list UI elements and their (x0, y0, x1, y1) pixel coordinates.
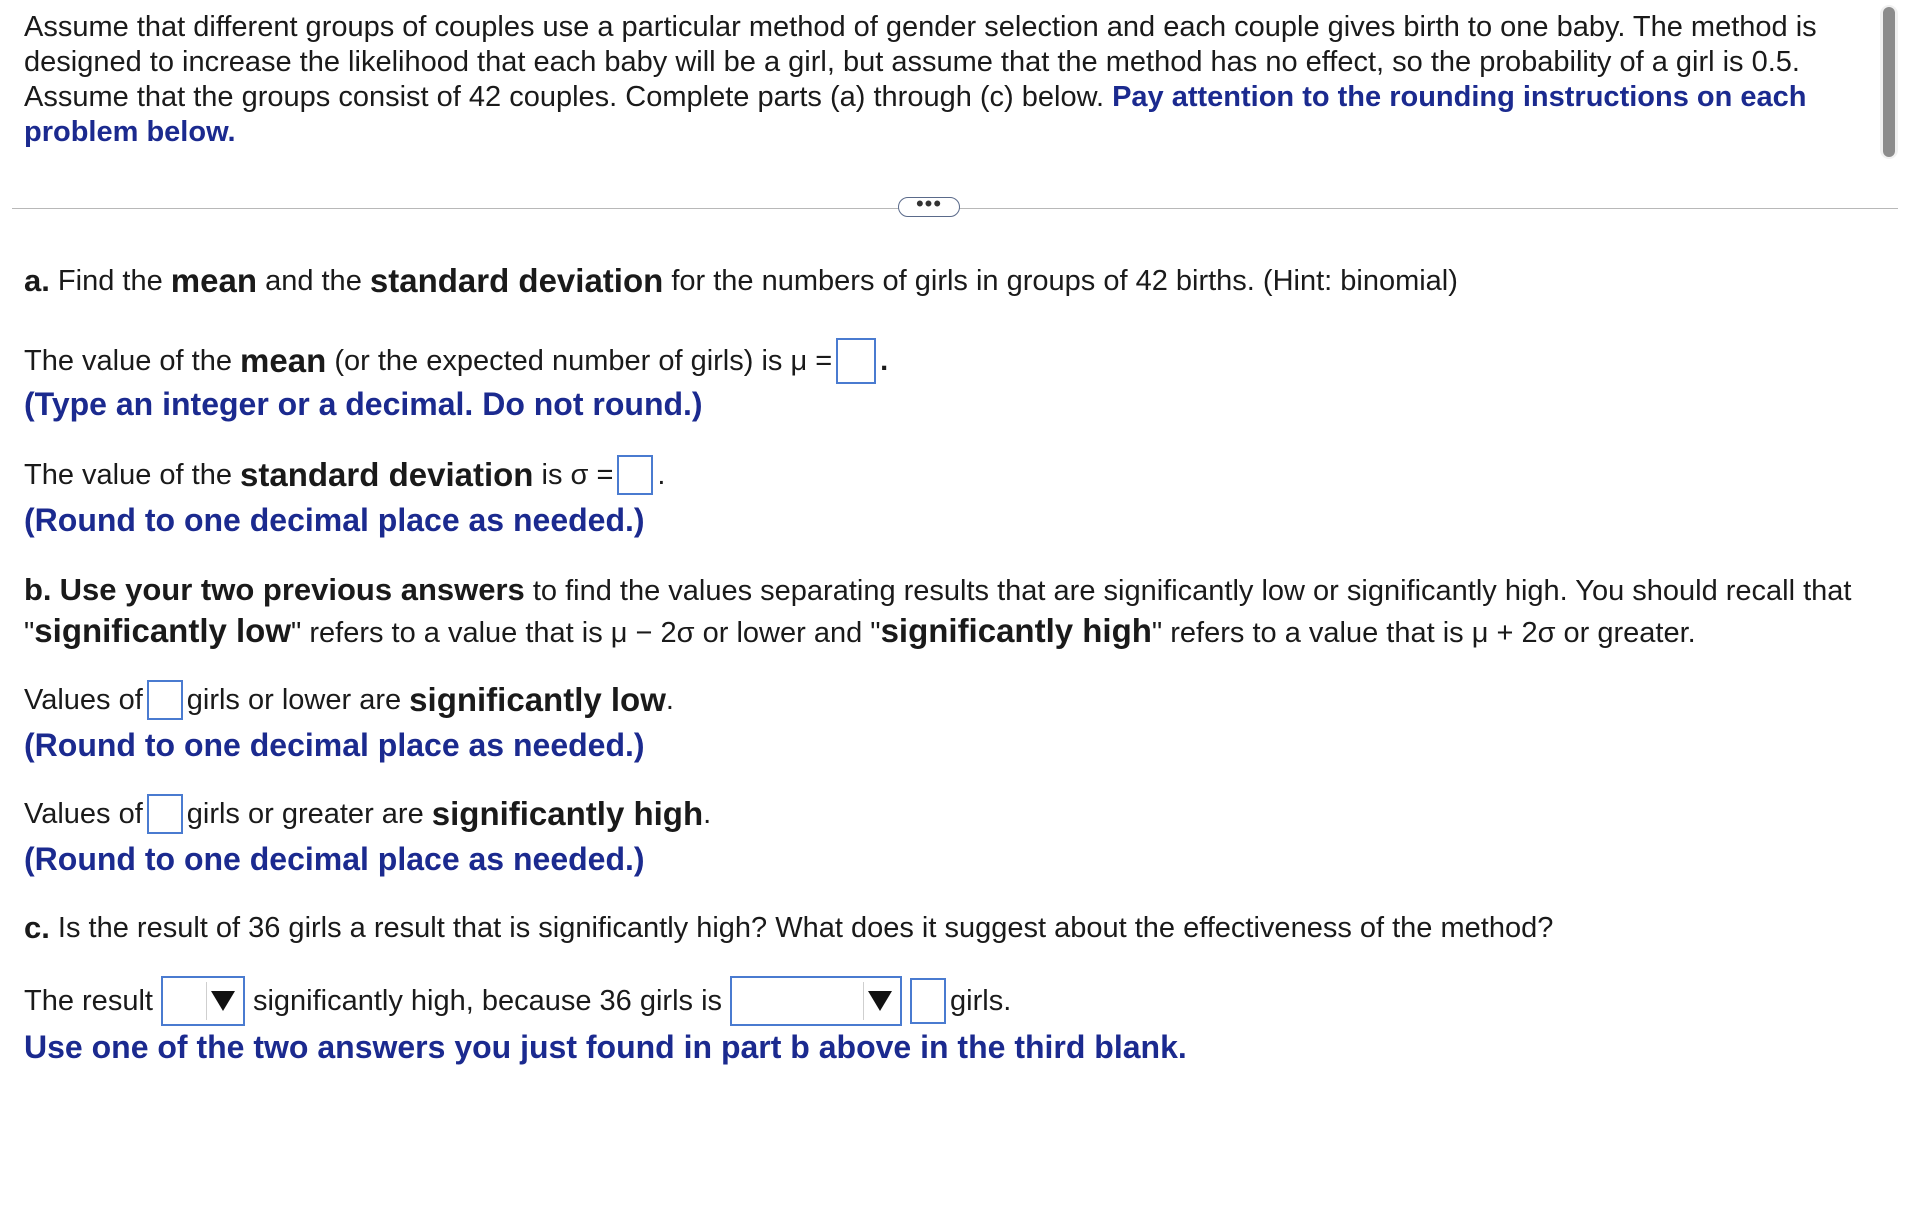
sd-suffix: is σ = (541, 458, 614, 491)
part-b-question (24, 570, 1884, 653)
result-is-select[interactable] (161, 976, 245, 1026)
scrollbar[interactable] (1880, 5, 1898, 159)
part-c-note: Use one of the two answers you just found in part b above in the third blank. (24, 1029, 1187, 1065)
low-input[interactable] (147, 680, 183, 720)
low-line (24, 680, 674, 720)
comparison-select[interactable] (730, 976, 902, 1026)
mean-period: . (880, 344, 889, 377)
part-c-question (24, 910, 1553, 946)
high-line (24, 794, 711, 834)
low-middle: girls or lower are (186, 683, 402, 716)
intro-text: Assume that different groups of couples use a particular method of gender selection and each couple gives birth to one baby. The method is designed to increase the likelihood that each baby will be a girl, but assume that the method has no effect, so the probability of a girl is 0.5. Assume that the groups consist of 42 couples. Complete parts (a) through (c) below. (24, 11, 1817, 113)
sd-input[interactable] (617, 455, 653, 495)
sd-prefix: The value of the (24, 458, 232, 491)
threshold-input[interactable] (910, 978, 946, 1024)
ellipsis-icon: ••• (915, 191, 943, 216)
mean-bold: mean (240, 342, 327, 379)
part-b-text-1: to find the values separating results that are significantly low or significantly high. You should recall that " (24, 575, 1852, 649)
part-c-label: c. (24, 910, 50, 945)
result-prefix: The result (24, 984, 153, 1017)
sd-bold: standard deviation (240, 456, 534, 493)
high-bold: significantly high (431, 795, 704, 832)
dropdown-arrow-icon[interactable] (866, 978, 900, 1024)
result-line (24, 976, 1011, 1026)
significantly-high-term: significantly high (880, 612, 1152, 649)
low-period: . (665, 683, 674, 716)
part-a-text-2: and the (265, 264, 362, 297)
part-a-question (24, 262, 1458, 300)
part-a-bold-sd: standard deviation (369, 262, 664, 299)
problem-intro (24, 10, 1864, 150)
select-separator (863, 982, 864, 1020)
mean-input[interactable] (836, 338, 876, 384)
low-bold: significantly low (409, 681, 666, 718)
part-a-text-3: for the numbers of girls in groups of 42 births. (Hint: binomial) (671, 264, 1458, 297)
high-note: (Round to one decimal place as needed.) (24, 841, 645, 877)
mean-line (24, 338, 888, 384)
result-middle: significantly high, because 36 girls is (252, 984, 723, 1017)
part-a-bold-mean: mean (170, 262, 257, 299)
part-a-text-1: Find the (57, 264, 163, 297)
high-input[interactable] (147, 794, 183, 834)
triangle-down-icon (211, 991, 235, 1011)
significantly-low-term: significantly low (34, 612, 291, 649)
sd-line (24, 455, 665, 495)
dropdown-arrow-icon[interactable] (209, 978, 243, 1024)
scrollbar-thumb[interactable] (1883, 7, 1895, 157)
part-b-text-2: " refers to a value that is μ − 2σ or lower and " (291, 617, 881, 649)
sd-note: (Round to one decimal place as needed.) (24, 502, 645, 538)
result-end: girls. (950, 984, 1012, 1017)
low-prefix: Values of (24, 683, 143, 716)
mean-prefix: The value of the (24, 344, 232, 377)
low-note: (Round to one decimal place as needed.) (24, 727, 645, 763)
part-a-label: a. (24, 263, 50, 298)
select-separator (206, 982, 207, 1020)
part-b-label: b. (24, 572, 52, 607)
high-period: . (703, 797, 712, 830)
mean-suffix: (or the expected number of girls) is μ = (334, 344, 833, 377)
rounding-instructions: Pay attention to the rounding instructions on each problem below. (24, 81, 1807, 148)
triangle-down-icon (868, 991, 892, 1011)
high-prefix: Values of (24, 797, 143, 830)
expand-ellipsis-button[interactable] (898, 191, 960, 217)
mean-note: (Type an integer or a decimal. Do not round.) (24, 386, 703, 422)
sd-period: . (657, 458, 666, 491)
part-c-text: Is the result of 36 girls a result that is significantly high? What does it suggest about the effectiveness of the method? (57, 911, 1554, 944)
high-middle: girls or greater are (186, 797, 424, 830)
part-b-text-3: " refers to a value that is μ + 2σ or greater. (1151, 617, 1696, 649)
part-b-bold-lead: Use your two previous answers (59, 572, 525, 607)
